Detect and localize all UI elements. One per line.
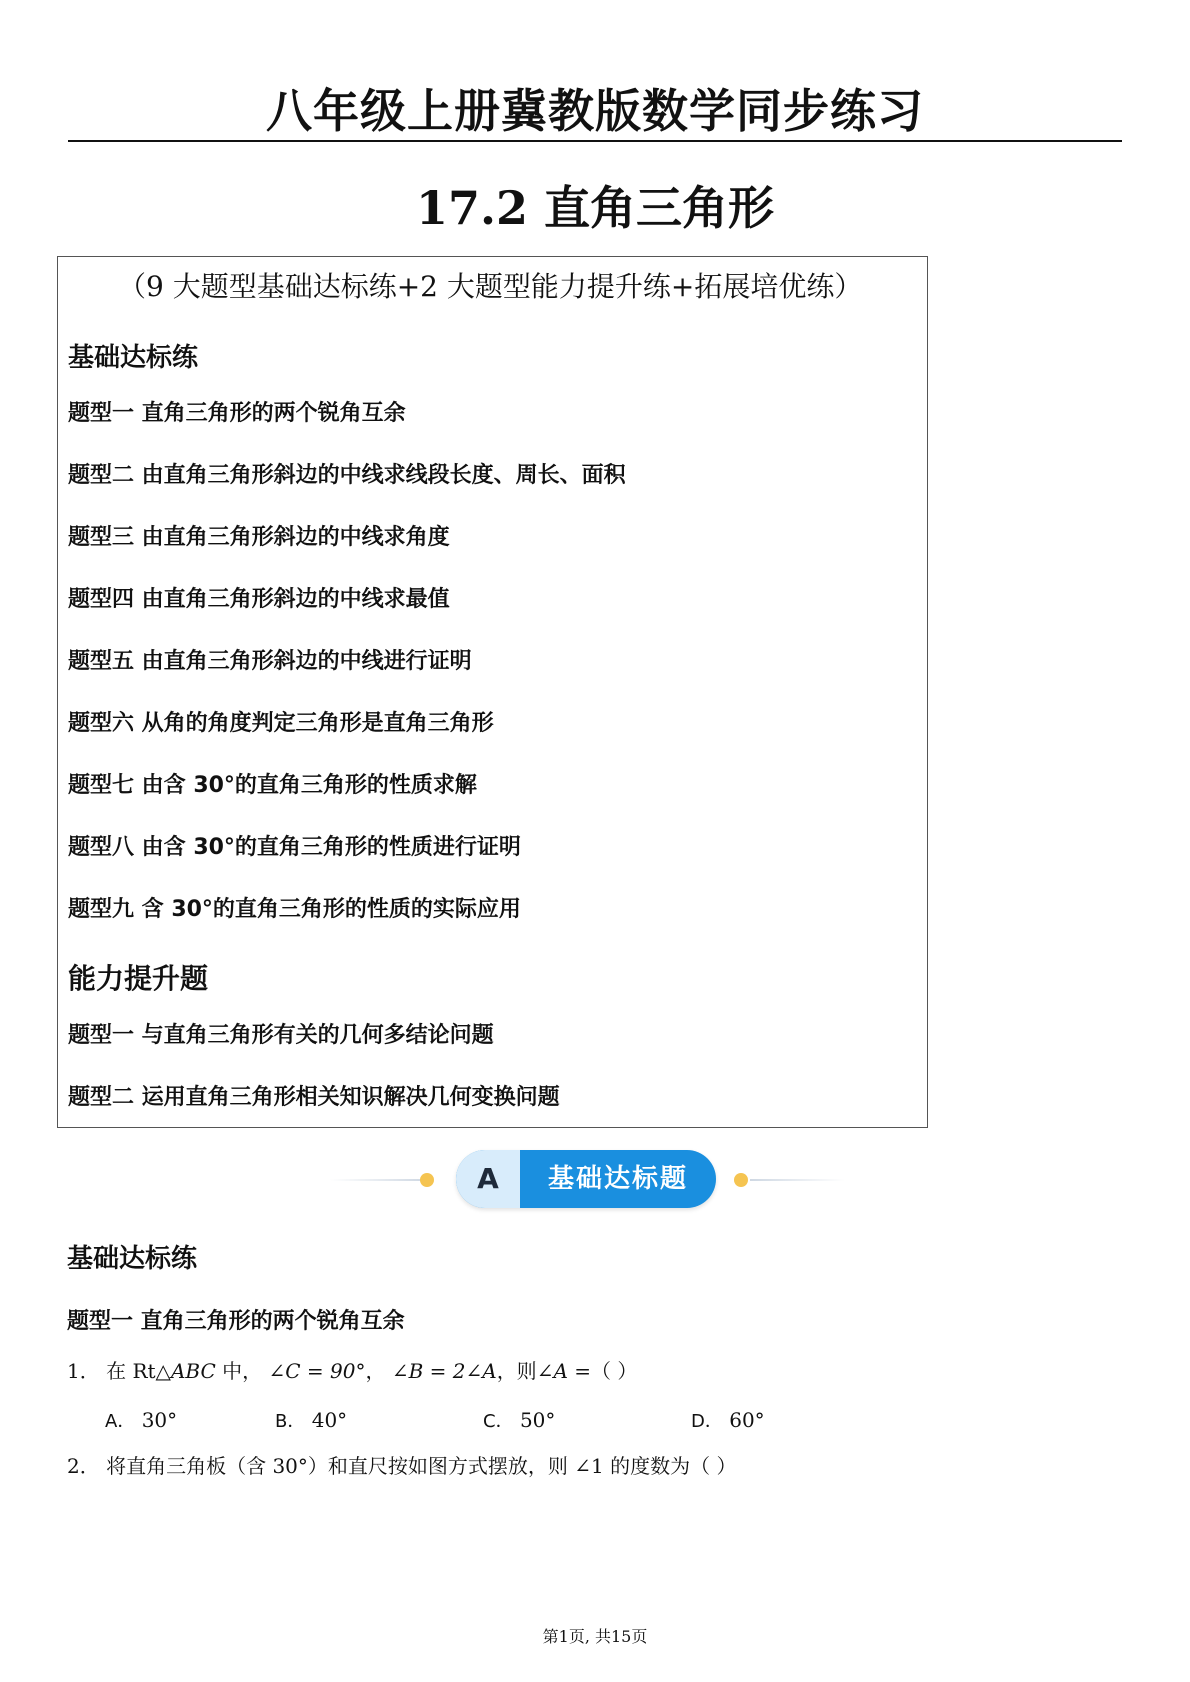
math-ask: ∠A = bbox=[536, 1359, 592, 1383]
banner-right-line bbox=[750, 1179, 845, 1181]
toc-item: 题型七 由含 30°的直角三角形的性质求解 bbox=[68, 773, 477, 798]
answer-parentheses: （ ） bbox=[591, 1359, 638, 1383]
toc-item: 题型一 与直角三角形有关的几何多结论问题 bbox=[68, 1023, 494, 1048]
toc-item: 题型四 由直角三角形斜边的中线求最值 bbox=[68, 587, 450, 612]
question-text: 在 Rt△ bbox=[106, 1359, 171, 1383]
question-text: 中， bbox=[215, 1359, 263, 1383]
option-b: B． 40° bbox=[275, 1408, 348, 1432]
document-header-title: 八年级上册冀教版数学同步练习 bbox=[266, 84, 924, 138]
banner-left-dot-icon bbox=[420, 1173, 434, 1187]
banner-label: 基础达标题 bbox=[547, 1164, 688, 1194]
section-banner bbox=[320, 1146, 850, 1214]
question-type-title: 题型一 直角三角形的两个锐角互余 bbox=[67, 1309, 405, 1334]
toc-item: 题型九 含 30°的直角三角形的性质的实际应用 bbox=[68, 897, 521, 922]
toc-item: 题型二 运用直角三角形相关知识解决几何变换问题 bbox=[68, 1085, 560, 1110]
toc-item: 题型一 直角三角形的两个锐角互余 bbox=[68, 401, 406, 426]
toc-item: 题型二 由直角三角形斜边的中线求线段长度、周长、面积 bbox=[68, 463, 626, 488]
question-text: ，则 bbox=[496, 1359, 537, 1383]
math-condition: ∠C = 90° bbox=[268, 1359, 366, 1383]
banner-pill bbox=[456, 1150, 716, 1208]
question-text: 将直角三角板（含 30°）和直尺按如图方式摆放，则 ∠1 的度数为（ ） bbox=[106, 1454, 737, 1478]
table-of-contents bbox=[57, 256, 928, 1128]
question-text: ， bbox=[365, 1359, 386, 1383]
math-triangle-name: ABC bbox=[170, 1359, 216, 1383]
option-c: C． 50° bbox=[483, 1408, 556, 1432]
question-1-options bbox=[105, 1406, 865, 1434]
banner-letter: A bbox=[456, 1150, 520, 1208]
question-number: 1． bbox=[67, 1359, 100, 1383]
banner-left-line bbox=[330, 1179, 425, 1181]
lesson-title: 17.2 直角三角形 bbox=[415, 181, 775, 235]
toc-section-advanced-heading: 能力提升题 bbox=[68, 962, 209, 995]
toc-item: 题型五 由直角三角形斜边的中线进行证明 bbox=[68, 649, 472, 674]
question-number: 2． bbox=[67, 1454, 100, 1478]
option-a: A． 30° bbox=[105, 1408, 178, 1432]
toc-summary: （9 大题型基础达标练+2 大题型能力提升练+拓展培优练） bbox=[118, 270, 863, 303]
header-underline bbox=[68, 140, 1122, 142]
option-d: D． 60° bbox=[691, 1408, 765, 1432]
question-2 bbox=[67, 1452, 736, 1480]
toc-section-basic-heading: 基础达标练 bbox=[68, 343, 199, 373]
toc-item: 题型八 由含 30°的直角三角形的性质进行证明 bbox=[68, 835, 521, 860]
section-heading: 基础达标练 bbox=[67, 1244, 198, 1274]
toc-item: 题型六 从角的角度判定三角形是直角三角形 bbox=[68, 711, 494, 736]
page-footer: 第1页, 共15页 bbox=[542, 1627, 648, 1646]
question-1 bbox=[67, 1357, 637, 1385]
banner-right-dot-icon bbox=[734, 1173, 748, 1187]
math-condition: ∠B = 2∠A bbox=[391, 1359, 497, 1383]
toc-item: 题型三 由直角三角形斜边的中线求角度 bbox=[68, 525, 450, 550]
